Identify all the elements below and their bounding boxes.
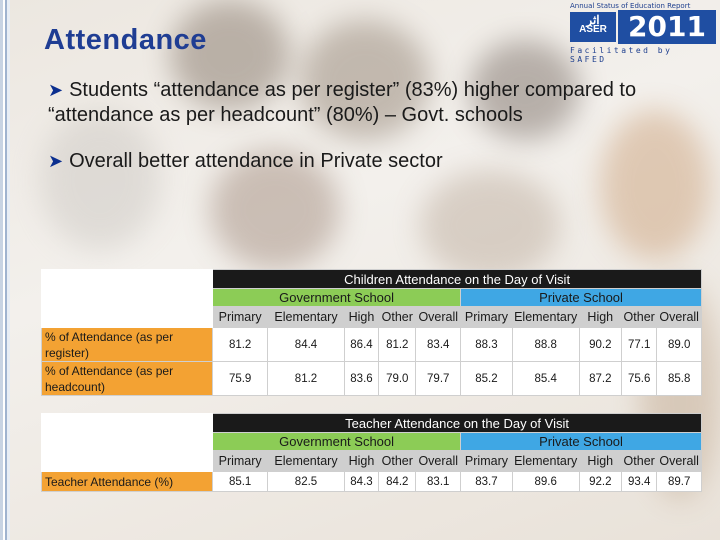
table-cell: 89.6 <box>512 472 579 492</box>
table-cell: 81.2 <box>213 328 268 362</box>
table-cell: 86.4 <box>344 328 378 362</box>
table-cell: 84.2 <box>379 472 416 492</box>
row-label: % of Attendance (as per headcount) <box>42 362 213 396</box>
column-header: Elementary <box>512 307 579 328</box>
logo-aser-block <box>570 12 616 42</box>
table-cell: 83.1 <box>416 472 461 492</box>
table-row <box>42 328 702 362</box>
column-header: Elementary <box>268 451 345 472</box>
teacher-attendance-table <box>41 413 702 492</box>
row-label: % of Attendance (as per register) <box>42 328 213 362</box>
logo-year: 2011 <box>618 10 716 44</box>
table-cell: 81.2 <box>268 362 345 396</box>
bullet-1 <box>48 78 698 128</box>
table-cell: 89.0 <box>657 328 702 362</box>
table-corner <box>42 270 213 328</box>
table-cell: 85.2 <box>461 362 513 396</box>
table-cell: 82.5 <box>268 472 345 492</box>
arrow-bullet-icon: ➤ <box>48 151 64 171</box>
column-header: Other <box>622 451 657 472</box>
aser-logo <box>568 2 718 64</box>
table-cell: 83.7 <box>461 472 513 492</box>
table-row <box>42 472 702 492</box>
table-cell: 88.8 <box>512 328 579 362</box>
column-header: Elementary <box>512 451 579 472</box>
table-cell: 85.1 <box>213 472 268 492</box>
column-header: Overall <box>416 307 461 328</box>
bullet-2 <box>48 149 698 174</box>
row-label: Teacher Attendance (%) <box>42 472 213 492</box>
children-attendance-table <box>41 269 702 396</box>
table-cell: 83.6 <box>344 362 378 396</box>
column-header: Elementary <box>268 307 345 328</box>
table-cell: 83.4 <box>416 328 461 362</box>
column-header: Primary <box>461 307 513 328</box>
logo-top-text: Annual Status of Education Report <box>570 2 691 10</box>
table-cell: 77.1 <box>622 328 657 362</box>
government-school-header: Government School <box>213 289 461 307</box>
column-header: High <box>579 451 622 472</box>
private-school-header: Private School <box>461 289 702 307</box>
column-header: Overall <box>416 451 461 472</box>
table-cell: 75.6 <box>622 362 657 396</box>
table-cell: 84.3 <box>344 472 378 492</box>
column-header: Primary <box>213 307 268 328</box>
table-corner <box>42 414 213 472</box>
column-header: High <box>344 307 378 328</box>
table-cell: 85.4 <box>512 362 579 396</box>
column-header: Other <box>379 307 416 328</box>
teacher-table-title: Teacher Attendance on the Day of Visit <box>213 414 702 433</box>
bullet-2-text: Overall better attendance in Private sector <box>69 150 443 172</box>
table-cell: 87.2 <box>579 362 622 396</box>
logo-facilitated-text: Facilitated by SAFED <box>570 46 673 64</box>
left-accent-bar <box>0 0 10 540</box>
table-cell: 89.7 <box>657 472 702 492</box>
table-cell: 79.7 <box>416 362 461 396</box>
table-cell: 79.0 <box>379 362 416 396</box>
logo-aser-text: ASER <box>579 24 607 35</box>
column-header: Primary <box>213 451 268 472</box>
private-school-header: Private School <box>461 433 702 451</box>
table-cell: 88.3 <box>461 328 513 362</box>
column-header: High <box>579 307 622 328</box>
column-header: High <box>344 451 378 472</box>
column-header: Other <box>379 451 416 472</box>
table-row <box>42 362 702 396</box>
table-cell: 75.9 <box>213 362 268 396</box>
table-cell: 93.4 <box>622 472 657 492</box>
government-school-header: Government School <box>213 433 461 451</box>
column-header: Primary <box>461 451 513 472</box>
table-cell: 84.4 <box>268 328 345 362</box>
table-cell: 92.2 <box>579 472 622 492</box>
table-cell: 85.8 <box>657 362 702 396</box>
slide-title: Attendance <box>44 24 207 56</box>
table-cell: 90.2 <box>579 328 622 362</box>
column-header: Overall <box>657 307 702 328</box>
table-cell: 81.2 <box>379 328 416 362</box>
arrow-bullet-icon: ➤ <box>48 80 64 100</box>
children-table-title: Children Attendance on the Day of Visit <box>213 270 702 289</box>
column-header: Other <box>622 307 657 328</box>
logo-urdu-text: اثر <box>586 13 600 27</box>
bullet-1-text: Students “attendance as per register” (83%) higher compared to “attendance as per headcount” (80%) – Govt. schools <box>48 79 637 126</box>
column-header: Overall <box>657 451 702 472</box>
